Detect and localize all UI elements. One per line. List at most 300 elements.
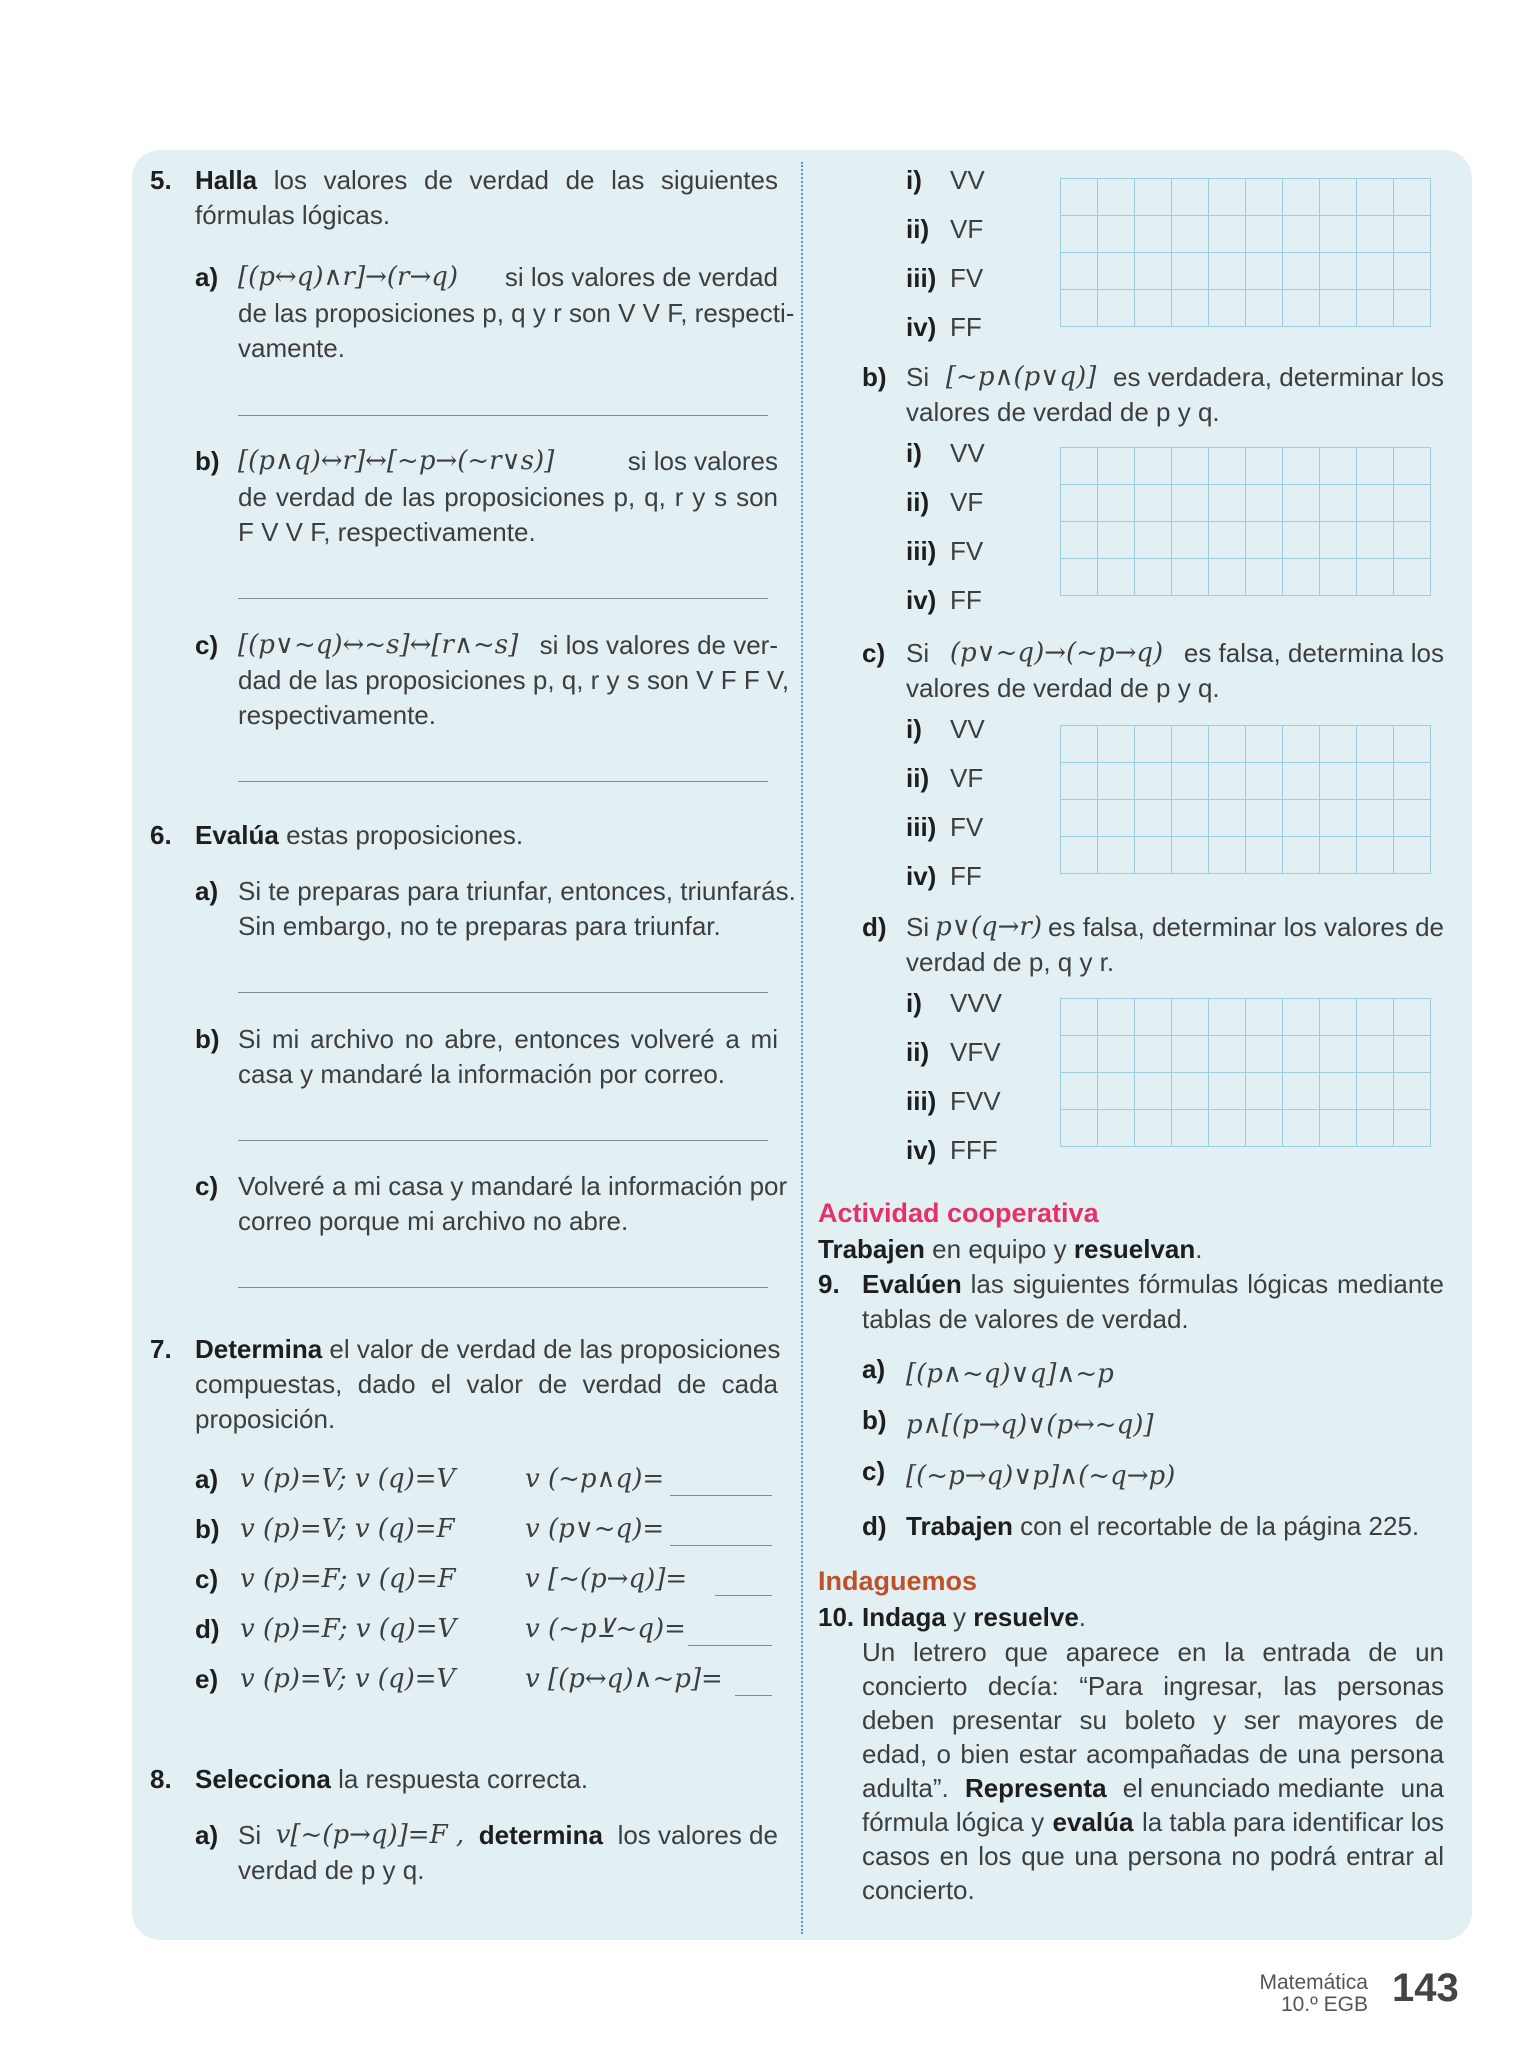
grid-cell[interactable] [1209,763,1246,800]
grid-cell[interactable] [1246,253,1283,290]
grid-cell[interactable] [1246,1073,1283,1110]
grid-cell[interactable] [1320,290,1357,327]
q7-row-expr: v [(p↔q)∧~p]= [525,1664,723,1694]
grid-cell[interactable] [1246,559,1283,596]
q7-row-given: v (p)=V; v (q)=F [240,1514,455,1544]
grid-cell[interactable] [1320,800,1357,837]
grid-cell[interactable] [1320,1036,1357,1073]
grid-cell[interactable] [1209,216,1246,253]
q7-row-answer[interactable] [670,1518,772,1546]
q9-text1: las siguientes fórmulas lógicas mediante [970,1269,1444,1299]
grid-cell[interactable] [1135,559,1172,596]
grid-cell[interactable] [1357,448,1394,485]
grid-cell[interactable] [1394,179,1431,216]
grid-cell[interactable] [1061,800,1098,837]
q5c-line2: dad de las proposiciones p, q, r y s son V F F V, [238,665,790,695]
option-value: FF [950,585,982,615]
q10-text-line: deben presentar su boleto y ser mayores de [862,1705,1444,1735]
grid-cell[interactable] [1061,1073,1098,1110]
grid-cell[interactable] [1209,559,1246,596]
grid-cell[interactable] [1172,999,1209,1036]
option-value: VV [950,165,985,195]
grid-cell[interactable] [1394,253,1431,290]
grid-cell[interactable] [1061,559,1098,596]
grid-cell[interactable] [1135,1110,1172,1147]
grid-cell[interactable] [1061,485,1098,522]
grid-cell[interactable] [1357,1110,1394,1147]
q10-end: . [1078,1602,1087,1632]
q10-and: y [953,1602,967,1632]
q7-row-expr: v [~(p→q)]= [525,1564,688,1594]
grid-cell[interactable] [1246,800,1283,837]
grid-cell[interactable] [1061,253,1098,290]
grid-cell[interactable] [1172,800,1209,837]
q10-l6-verb: evalúa [1052,1807,1134,1837]
q8d-option[interactable] [906,1035,1001,1070]
q8a-option[interactable] [906,163,985,198]
option-roman: iii) [906,812,937,842]
grid-cell[interactable] [1172,290,1209,327]
grid-cell[interactable] [1061,999,1098,1036]
grid-cell[interactable] [1098,290,1135,327]
q6c-answer-line[interactable] [238,1287,768,1288]
q6c-label: c) [195,1171,219,1201]
q10-l5-pre: adulta”. [862,1773,949,1803]
option-roman: iv) [906,861,937,891]
q8d-grid[interactable] [1060,998,1431,1147]
q6-text: estas proposiciones. [286,820,524,850]
q5b-line1 [238,444,778,479]
q8a-post: los valores de [617,1820,778,1850]
grid-cell[interactable] [1283,290,1320,327]
q10-text-line: concierto decía: “Para ingresar, las personas [862,1671,1444,1701]
q7-line1 [195,1332,781,1367]
grid-cell[interactable] [1098,726,1135,763]
grid-cell[interactable] [1320,522,1357,559]
grid-cell[interactable] [1246,485,1283,522]
q5c-text1: si los valores de ver- [539,630,778,660]
q8d-pre: Si [906,912,930,942]
q10-l6-pre: fórmula lógica y [862,1807,1045,1837]
grid-cell[interactable] [1394,726,1431,763]
q8a-label: a) [195,1820,219,1850]
q5a-answer-line[interactable] [238,415,768,416]
q9-item-formula: [(p∧~q)∨q]∧~p [906,1359,1114,1389]
grid-cell[interactable] [1135,290,1172,327]
q8b-grid[interactable] [1060,447,1431,596]
grid-cell[interactable] [1061,448,1098,485]
grid-cell[interactable] [1320,448,1357,485]
grid-cell[interactable] [1394,1073,1431,1110]
grid-cell[interactable] [1357,559,1394,596]
coop-heading: Actividad cooperativa [818,1198,1099,1228]
grid-cell[interactable] [1357,216,1394,253]
q8b-line1 [906,360,1444,395]
q7-row-answer[interactable] [670,1468,772,1496]
grid-cell[interactable] [1320,726,1357,763]
q7-row-answer[interactable] [688,1618,772,1646]
q8a-option[interactable] [906,261,983,296]
grid-cell[interactable] [1098,559,1135,596]
q8d-option[interactable] [906,1133,998,1168]
grid-cell[interactable] [1246,726,1283,763]
grid-cell[interactable] [1172,448,1209,485]
q8c-post: es falsa, determina los [1183,638,1444,668]
q8c-grid[interactable] [1060,725,1431,874]
grid-cell[interactable] [1357,1073,1394,1110]
option-value: VFV [950,1037,1001,1067]
option-roman: iii) [906,263,937,293]
grid-cell[interactable] [1172,763,1209,800]
option-roman: ii) [906,214,930,244]
q8a-verb: determina [478,1820,603,1850]
column-divider [801,162,803,1934]
grid-cell[interactable] [1320,485,1357,522]
q7-text1: el valor de verdad de las proposiciones [329,1334,781,1364]
grid-cell[interactable] [1135,726,1172,763]
q9-item-formula: [(~p→q)∨p]∧(~q→p) [906,1461,1176,1491]
q5c-line1 [238,628,778,663]
q10-verb2: resuelve [973,1602,1079,1632]
grid-cell[interactable] [1209,1073,1246,1110]
grid-cell[interactable] [1394,837,1431,874]
grid-cell[interactable] [1320,179,1357,216]
grid-cell[interactable] [1246,763,1283,800]
q8b-option[interactable] [906,436,985,471]
q5a-formula: [(p↔q)∧r]→(r→q) [238,262,459,292]
q9-line1 [862,1267,1444,1302]
q7-row-given: v (p)=V; v (q)=V [240,1664,456,1694]
grid-cell[interactable] [1135,1036,1172,1073]
grid-cell[interactable] [1283,485,1320,522]
grid-cell[interactable] [1209,1110,1246,1147]
q8-text: la respuesta correcta. [338,1764,589,1794]
indag-heading: Indaguemos [818,1566,978,1596]
grid-cell[interactable] [1061,179,1098,216]
q8d-formula: p∨(q→r) [935,912,1042,942]
grid-cell[interactable] [1209,290,1246,327]
q8a-option[interactable] [906,310,982,345]
grid-cell[interactable] [1135,253,1172,290]
grid-cell[interactable] [1061,290,1098,327]
grid-cell[interactable] [1209,448,1246,485]
q8b-option[interactable] [906,534,983,569]
grid-cell[interactable] [1357,290,1394,327]
q8a-grid[interactable] [1060,178,1431,327]
q10-l6-post: la tabla para identificar los [1141,1807,1444,1837]
grid-cell[interactable] [1061,522,1098,559]
grid-cell[interactable] [1394,216,1431,253]
q8c-line1 [906,636,1444,671]
q6c-line1: Volveré a mi casa y mandaré la información por [238,1171,788,1201]
grid-cell[interactable] [1320,559,1357,596]
grid-cell[interactable] [1209,726,1246,763]
grid-cell[interactable] [1246,179,1283,216]
grid-cell[interactable] [1283,1073,1320,1110]
grid-cell[interactable] [1283,253,1320,290]
q9d-verb: Trabajen [906,1511,1013,1541]
grid-cell[interactable] [1394,1036,1431,1073]
grid-cell[interactable] [1098,253,1135,290]
q6b-answer-line[interactable] [238,1140,768,1141]
option-roman: i) [906,438,922,468]
grid-cell[interactable] [1061,837,1098,874]
grid-cell[interactable] [1135,522,1172,559]
grid-cell[interactable] [1135,763,1172,800]
grid-cell[interactable] [1320,1073,1357,1110]
grid-cell[interactable] [1320,837,1357,874]
grid-cell[interactable] [1283,837,1320,874]
q8c-option[interactable] [906,810,983,845]
grid-cell[interactable] [1135,837,1172,874]
q8c-option[interactable] [906,859,982,894]
q8a-line1 [238,1818,778,1853]
grid-cell[interactable] [1172,837,1209,874]
q5b-line3: F V V F, respectivamente. [238,517,536,547]
grid-cell[interactable] [1209,485,1246,522]
grid-cell[interactable] [1394,485,1431,522]
grid-cell[interactable] [1209,522,1246,559]
grid-cell[interactable] [1098,999,1135,1036]
grid-cell[interactable] [1098,837,1135,874]
option-value: FV [950,263,984,293]
grid-cell[interactable] [1283,179,1320,216]
q9d-text [906,1509,1419,1544]
grid-cell[interactable] [1172,522,1209,559]
q5-verb: Halla [195,165,258,195]
grid-cell[interactable] [1098,800,1135,837]
grid-cell[interactable] [1246,448,1283,485]
grid-cell[interactable] [1246,837,1283,874]
grid-cell[interactable] [1098,1110,1135,1147]
grid-cell[interactable] [1172,559,1209,596]
grid-cell[interactable] [1320,763,1357,800]
grid-cell[interactable] [1283,1110,1320,1147]
option-roman: ii) [906,1037,930,1067]
grid-cell[interactable] [1209,253,1246,290]
grid-cell[interactable] [1283,522,1320,559]
grid-cell[interactable] [1394,522,1431,559]
grid-cell[interactable] [1209,179,1246,216]
grid-cell[interactable] [1357,1036,1394,1073]
q8d-label: d) [862,912,887,942]
q6-verb: Evalúa [195,820,279,850]
q8c-pre: Si [906,638,930,668]
q6c-line2: correo porque mi archivo no abre. [238,1206,629,1236]
q10-l5-verb: Represent​a [964,1773,1107,1803]
grid-cell[interactable] [1172,485,1209,522]
grid-cell[interactable] [1357,726,1394,763]
grid-cell[interactable] [1135,800,1172,837]
grid-cell[interactable] [1394,559,1431,596]
grid-cell[interactable] [1135,485,1172,522]
grid-cell[interactable] [1209,999,1246,1036]
grid-cell[interactable] [1357,999,1394,1036]
grid-cell[interactable] [1357,522,1394,559]
q7-row-expr: v (p∨~q)= [525,1514,665,1544]
grid-cell[interactable] [1394,763,1431,800]
grid-cell[interactable] [1061,1036,1098,1073]
grid-cell[interactable] [1209,837,1246,874]
q5-line1 [195,163,778,198]
grid-cell[interactable] [1320,253,1357,290]
grid-cell[interactable] [1357,253,1394,290]
option-value: VF [950,763,984,793]
option-roman: iv) [906,312,937,342]
q9-item-formula: p∧[(p→q)∨(p↔~q)] [906,1410,1154,1440]
grid-cell[interactable] [1061,216,1098,253]
grid-cell[interactable] [1283,999,1320,1036]
q5-text1: los valores de verdad de las siguientes [273,165,778,195]
grid-cell[interactable] [1283,763,1320,800]
grid-cell[interactable] [1098,485,1135,522]
grid-cell[interactable] [1394,290,1431,327]
grid-cell[interactable] [1172,1073,1209,1110]
q9d-rest: con el recortable de la página 225. [1020,1511,1420,1541]
grid-cell[interactable] [1135,448,1172,485]
q6b-line1: Si mi archivo no abre, entonces volveré a mi [238,1024,778,1054]
q5-line2: fórmulas lógicas. [195,200,391,230]
option-value: VVV [950,988,1003,1018]
grid-cell[interactable] [1357,485,1394,522]
grid-cell[interactable] [1394,999,1431,1036]
grid-cell[interactable] [1394,448,1431,485]
option-roman: ii) [906,763,930,793]
grid-cell[interactable] [1135,179,1172,216]
q8d-line1 [906,910,1444,945]
grid-cell[interactable] [1246,999,1283,1036]
q8b-pre: Si [906,362,930,392]
option-value: VF [950,487,984,517]
grid-cell[interactable] [1098,179,1135,216]
grid-cell[interactable] [1357,837,1394,874]
q10-line7 [862,1805,1444,1840]
option-roman: iii) [906,536,937,566]
grid-cell[interactable] [1357,763,1394,800]
q8b-formula: [~p∧(p∨q)] [945,362,1097,392]
q5a-line2: de las proposiciones p, q y r son V V F, respecti- [238,298,795,328]
q8c-option[interactable] [906,712,985,747]
grid-cell[interactable] [1098,763,1135,800]
q7-row-answer[interactable] [715,1568,772,1596]
q7-row-expr: v (~p⊻~q)= [525,1614,686,1644]
q7-row-given: v (p)=V; v (q)=V [240,1464,456,1494]
q8a-option[interactable] [906,212,983,247]
grid-cell[interactable] [1357,800,1394,837]
grid-cell[interactable] [1357,179,1394,216]
grid-cell[interactable] [1320,216,1357,253]
grid-cell[interactable] [1172,216,1209,253]
grid-cell[interactable] [1283,726,1320,763]
grid-cell[interactable] [1135,1073,1172,1110]
q8b-option[interactable] [906,583,982,618]
q8a-formula: v[~(p→q)]=F , [275,1820,465,1850]
q7-number: 7. [150,1334,172,1364]
q5c-answer-line[interactable] [238,781,768,782]
grid-cell[interactable] [1061,763,1098,800]
grid-cell[interactable] [1246,290,1283,327]
footer-subject [1259,1972,1368,2016]
grid-cell[interactable] [1283,800,1320,837]
option-value: VV [950,438,985,468]
q10-line9: concierto. [862,1875,975,1905]
grid-cell[interactable] [1320,999,1357,1036]
q8a-line2: verdad de p y q. [238,1855,425,1885]
grid-cell[interactable] [1394,800,1431,837]
q10-verb1: Indaga [862,1602,946,1632]
grid-cell[interactable] [1283,216,1320,253]
q10-line6 [862,1771,1444,1806]
q8d-option[interactable] [906,986,1002,1021]
q8d-option[interactable] [906,1084,1001,1119]
grid-cell[interactable] [1283,448,1320,485]
option-value: VF [950,214,984,244]
q8b-line2: valores de verdad de p y q. [906,397,1220,427]
q7-row-answer[interactable] [735,1668,772,1696]
grid-cell[interactable] [1172,253,1209,290]
option-roman: i) [906,165,922,195]
grid-cell[interactable] [1246,1110,1283,1147]
q8b-label: b) [862,362,887,392]
q8-line1 [195,1762,588,1797]
grid-cell[interactable] [1172,1036,1209,1073]
coop-intro-end: . [1195,1234,1203,1264]
q8b-option[interactable] [906,485,983,520]
grid-cell[interactable] [1098,216,1135,253]
grid-cell[interactable] [1320,1110,1357,1147]
q9-item-label: a) [862,1354,886,1384]
option-roman: iv) [906,585,937,615]
q6a-answer-line[interactable] [238,992,768,993]
q7-row-given: v (p)=F; v (q)=V [240,1614,457,1644]
q8c-option[interactable] [906,761,983,796]
option-value: VV [950,714,985,744]
grid-cell[interactable] [1246,216,1283,253]
q8c-formula: (p∨~q)→(~p→q) [949,638,1164,668]
grid-cell[interactable] [1098,1036,1135,1073]
q7-row-label: e) [195,1664,219,1694]
grid-cell[interactable] [1283,1036,1320,1073]
grid-cell[interactable] [1246,1036,1283,1073]
coop-intro [818,1232,1203,1267]
grid-cell[interactable] [1098,1073,1135,1110]
grid-cell[interactable] [1098,522,1135,559]
grid-cell[interactable] [1209,1036,1246,1073]
q10-text-line: edad, o bien estar acompañadas de una persona [862,1739,1444,1769]
q6-line1 [195,818,523,853]
q8-verb: Selecciona [195,1764,331,1794]
grid-cell[interactable] [1061,1110,1098,1147]
q6a-label: a) [195,876,219,906]
grid-cell[interactable] [1061,726,1098,763]
grid-cell[interactable] [1172,179,1209,216]
grid-cell[interactable] [1135,216,1172,253]
q10-line8: casos en los que una persona no podrá entrar al [862,1841,1444,1871]
grid-cell[interactable] [1246,522,1283,559]
grid-cell[interactable] [1172,1110,1209,1147]
grid-cell[interactable] [1394,1110,1431,1147]
grid-cell[interactable] [1098,448,1135,485]
q5b-answer-line[interactable] [238,598,768,599]
coop-intro-verb2: resuelvan [1073,1234,1196,1264]
grid-cell[interactable] [1283,559,1320,596]
q5b-label: b) [195,446,220,476]
grid-cell[interactable] [1135,999,1172,1036]
q7-line3: proposición. [195,1404,336,1434]
grid-cell[interactable] [1172,726,1209,763]
grid-cell[interactable] [1209,800,1246,837]
q7-verb: Determina [195,1334,323,1364]
